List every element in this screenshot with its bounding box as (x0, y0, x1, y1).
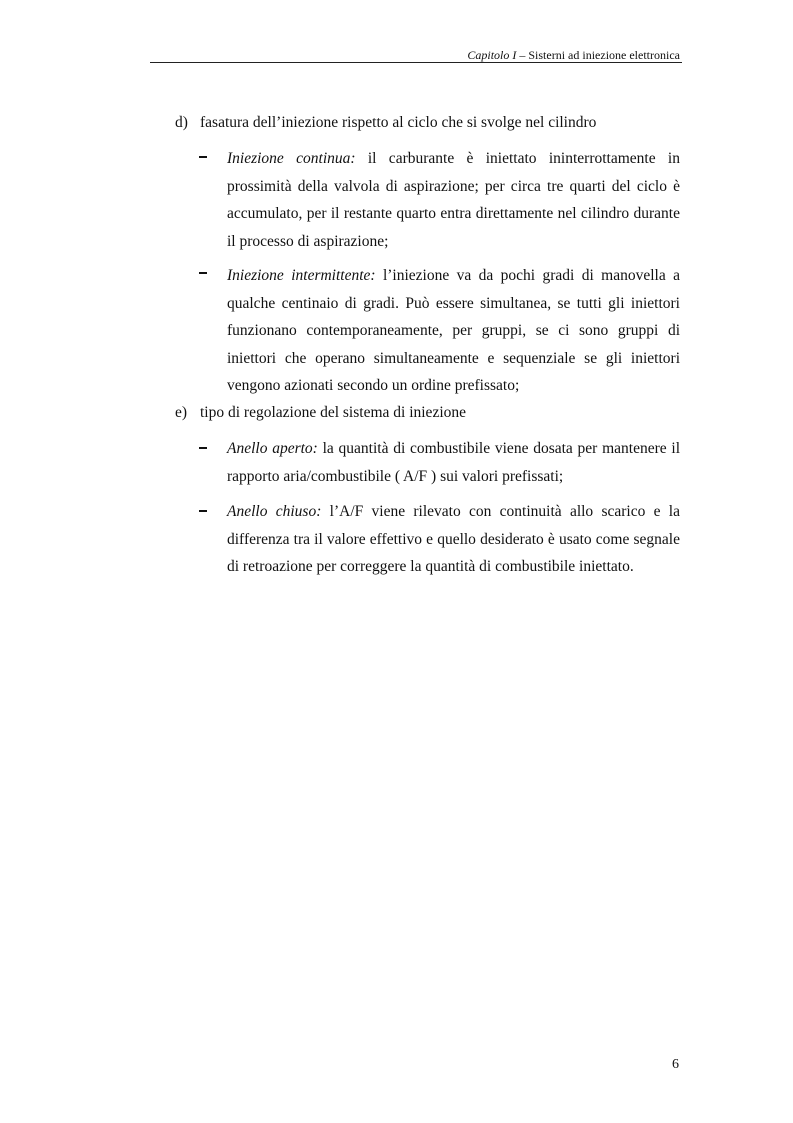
item-text: il carburante è iniettato ininterrottamente in prossimità della valvola di aspirazione; per circa tre quarti del ciclo è accumulato, per il restante quarto entra direttamente nel cilindro durante il processo di aspirazione; (227, 150, 680, 250)
section-d-letter: d) (175, 114, 188, 131)
bullet-dash (199, 272, 207, 274)
section-e-letter: e) (175, 404, 188, 421)
bullet-dash (199, 510, 207, 512)
item-text: l’iniezione va da pochi gradi di manovella a qualche centinaio di gradi. Può essere simultanea, se tutti gli iniettori funzionano contemporaneamente, per gruppi, se ci sono gruppi di iniettori che operano simultaneamente e sequenziale se gli iniettori vengono azionati secondo un ordine prefissato; (227, 267, 680, 394)
bullet-dash (199, 156, 207, 158)
section-d-text: fasatura dell’iniezione rispetto al ciclo che si svolge nel cilindro (200, 114, 597, 131)
section-d (175, 114, 596, 132)
list-item-iniezione-continua (227, 145, 680, 255)
header-text (467, 48, 680, 63)
bullet-dash (199, 447, 207, 449)
section-e (175, 404, 466, 422)
item-term: Anello aperto: (227, 440, 318, 457)
header-separator: – (516, 48, 529, 62)
item-term: Iniezione intermittente: (227, 267, 376, 284)
item-text: l’A/F viene rilevato con continuità allo scarico e la differenza tra il valore effettivo e quello desiderato è usato come segnale di retroazione per correggere la quantità di combustibile iniettato. (227, 503, 680, 575)
running-header (150, 46, 682, 63)
item-term: Anello chiuso: (227, 503, 322, 520)
page-number: 6 (672, 1057, 679, 1072)
section-e-text: tipo di regolazione del sistema di iniezione (200, 404, 467, 421)
item-term: Iniezione continua: (227, 150, 356, 167)
header-title: Sisterni ad iniezione elettronica (528, 48, 680, 62)
list-item-anello-chiuso (227, 498, 680, 581)
list-item-anello-aperto (227, 435, 680, 490)
list-item-iniezione-intermittente (227, 262, 680, 400)
item-text: la quantità di combustibile viene dosata per mantenere il rapporto aria/combustibile ( A/F ) sui valori prefissati; (227, 440, 681, 485)
header-chapter: Capitolo I (467, 48, 517, 62)
